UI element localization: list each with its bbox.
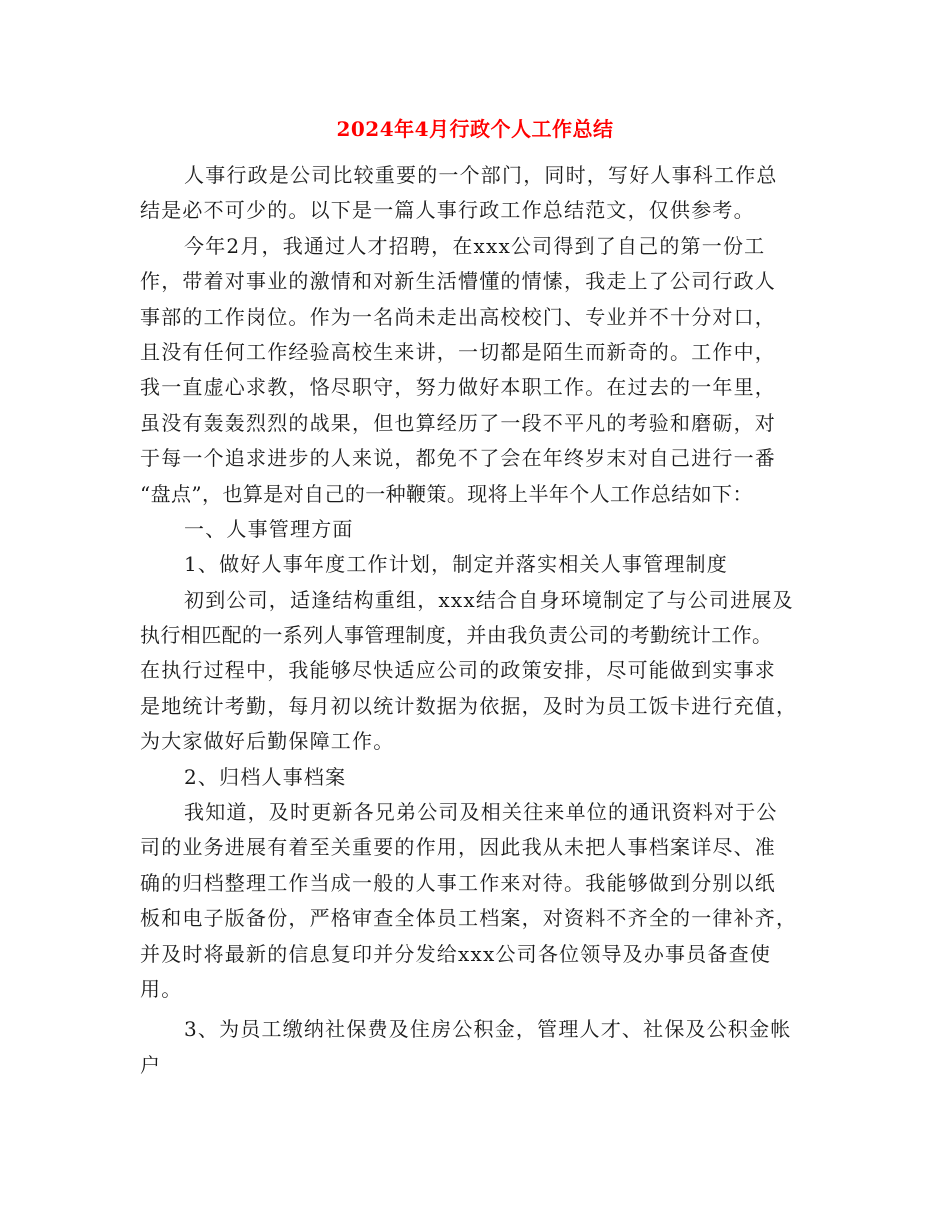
paragraph-line: 我一直虚心求教，恪尽职守，努力做好本职工作。在过去的一年里， [140,375,776,400]
paragraph-line: 且没有任何工作经验高校生来讲，一切都是陌生而新奇的。工作中， [140,339,776,364]
subsection-heading: 2、归档人事档案 [184,764,347,789]
paragraph-line: 并及时将最新的信息复印并分发给xxx公司各位领导及办事员备查使 [140,941,772,966]
paragraph-line: 确的归档整理工作当成一般的人事工作来对待。我能够做到分别以纸 [140,870,776,895]
paragraph-line: 是地统计考勤，每月初以统计数据为依据，及时为员工饭卡进行充值， [140,693,798,718]
paragraph-line: 作，带着对事业的激情和对新生活懵懂的情愫，我走上了公司行政人 [140,269,776,294]
paragraph-line: 今年2月，我通过人才招聘，在xxx公司得到了自己的第一份工 [184,233,766,258]
paragraph-line: 人事行政是公司比较重要的一个部门，同时，写好人事科工作总 [184,163,778,187]
subsection-heading: 1、做好人事年度工作计划，制定并落实相关人事管理制度 [184,552,728,577]
document-title: 2024年4月行政个人工作总结 [336,117,614,141]
paragraph-line: 为大家做好后勤保障工作。 [140,729,395,754]
paragraph-line: 板和电子版备份，严格审查全体员工档案，对资料不齐全的一律补齐， [140,906,798,931]
paragraph-line: 在执行过程中，我能够尽快适应公司的政策安排，尽可能做到实事求 [140,658,776,683]
subsection-heading: 3、为员工缴纳社保费及住房公积金，管理人才、社保及公积金帐 [184,1017,792,1042]
paragraph-line: “盘点”，也算是对自己的一种鞭策。现将上半年个人工作总结如下： [140,481,753,506]
paragraph-line: 事部的工作岗位。作为一名尚未走出高校校门、专业并不十分对口， [140,304,776,329]
document-body [140,158,812,1083]
paragraph-line: 司的业务进展有着至关重要的作用，因此我从未把人事档案详尽、准 [140,835,776,860]
paragraph-line: 虽没有轰轰烈烈的战果，但也算经历了一段不平凡的考验和磨砺，对 [140,410,776,435]
paragraph-line: 于每一个追求进步的人来说，都免不了会在年终岁末对自己进行一番 [140,446,776,471]
paragraph-line: 我知道，及时更新各兄弟公司及相关往来单位的通讯资料对于公 [184,800,778,825]
paragraph-line: 执行相匹配的一系列人事管理制度，并由我负责公司的考勤统计工作。 [140,623,773,648]
paragraph-line: 初到公司，适逢结构重组，xxx结合自身环境制定了与公司进展及 [184,587,794,612]
paragraph-line: 结是必不可少的。以下是一篇人事行政工作总结范文，仅供参考。 [140,198,755,223]
section-heading: 一、人事管理方面 [184,516,354,541]
paragraph-line: 户 [140,1052,162,1077]
paragraph-line: 用。 [140,976,183,1001]
